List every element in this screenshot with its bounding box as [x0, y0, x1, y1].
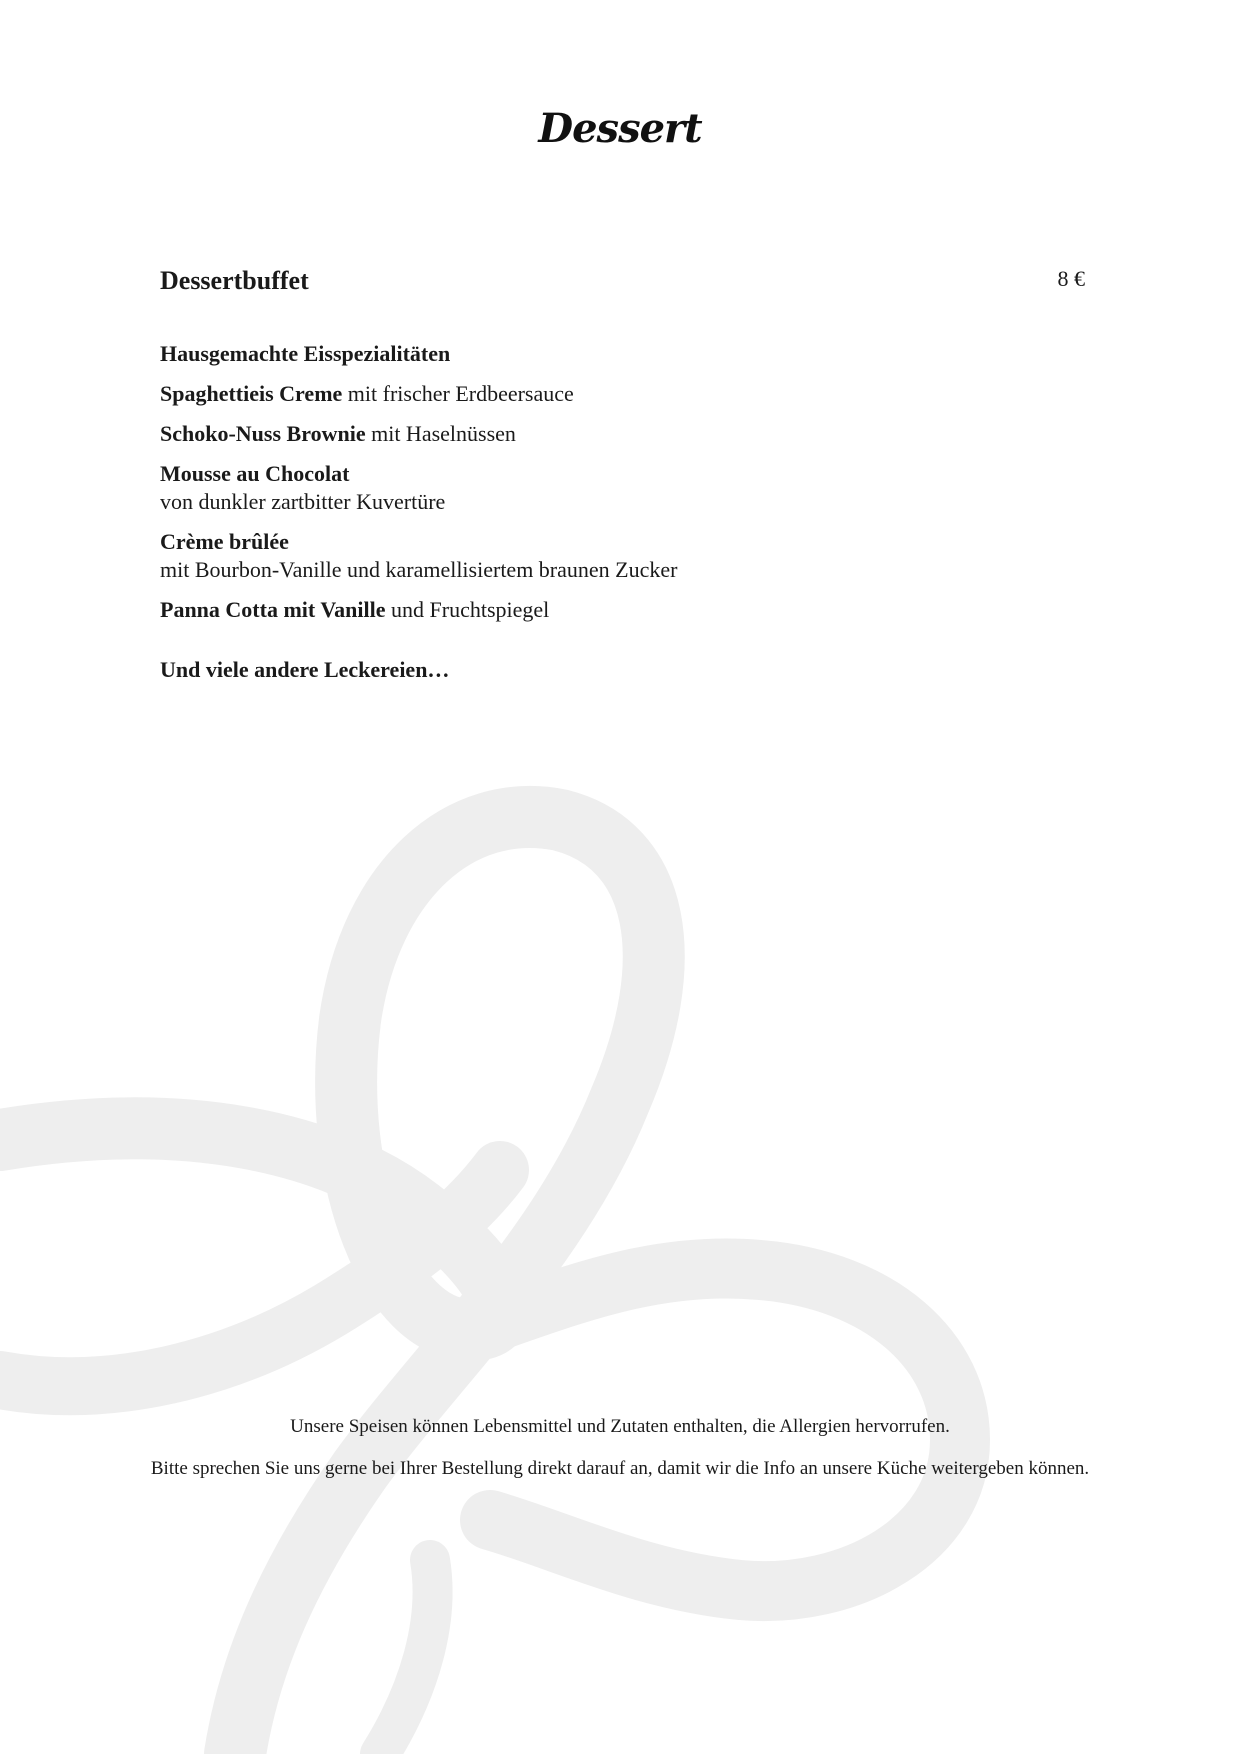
item-name: Mousse au Chocolat [160, 461, 350, 486]
item-name: Panna Cotta mit Vanille [160, 597, 386, 622]
item-description: mit Bourbon-Vanille und karamellisiertem braunen Zucker [160, 557, 678, 582]
menu-item [160, 460, 700, 516]
item-description: mit Haselnüssen [365, 421, 516, 446]
section-header [160, 266, 1085, 296]
item-description: und Fruchtspiegel [385, 597, 550, 622]
page-title: Dessert [538, 105, 702, 152]
item-name: Schoko-Nuss Brownie [160, 421, 366, 446]
section-price: 8 € [1057, 266, 1085, 291]
item-description: mit frischer Erdbeersauce [342, 381, 574, 406]
item-description: von dunkler zartbitter Kuvertüre [160, 489, 446, 514]
dessert-list [160, 340, 700, 684]
item-name: Crème brûlée [160, 529, 289, 554]
allergy-notice [150, 1413, 1090, 1497]
menu-item [160, 380, 700, 408]
menu-item [160, 340, 700, 368]
section-title: Dessertbuffet [160, 266, 309, 295]
item-name: Hausgemachte Eisspezialitäten [160, 341, 451, 366]
menu-item [160, 596, 700, 624]
allergy-notice-line: Bitte sprechen Sie uns gerne bei Ihrer Bestellung direkt darauf an, damit wir die Info an unsere Küche weitergeben können. [150, 1458, 1090, 1479]
more-treats: Und viele andere Leckereien… [160, 657, 450, 682]
menu-item [160, 528, 700, 584]
menu-item [160, 420, 700, 448]
item-name: Spaghettieis Creme [160, 381, 343, 406]
allergy-notice-line: Unsere Speisen können Lebensmittel und Zutaten enthalten, die Allergien hervorrufen. [290, 1416, 950, 1437]
